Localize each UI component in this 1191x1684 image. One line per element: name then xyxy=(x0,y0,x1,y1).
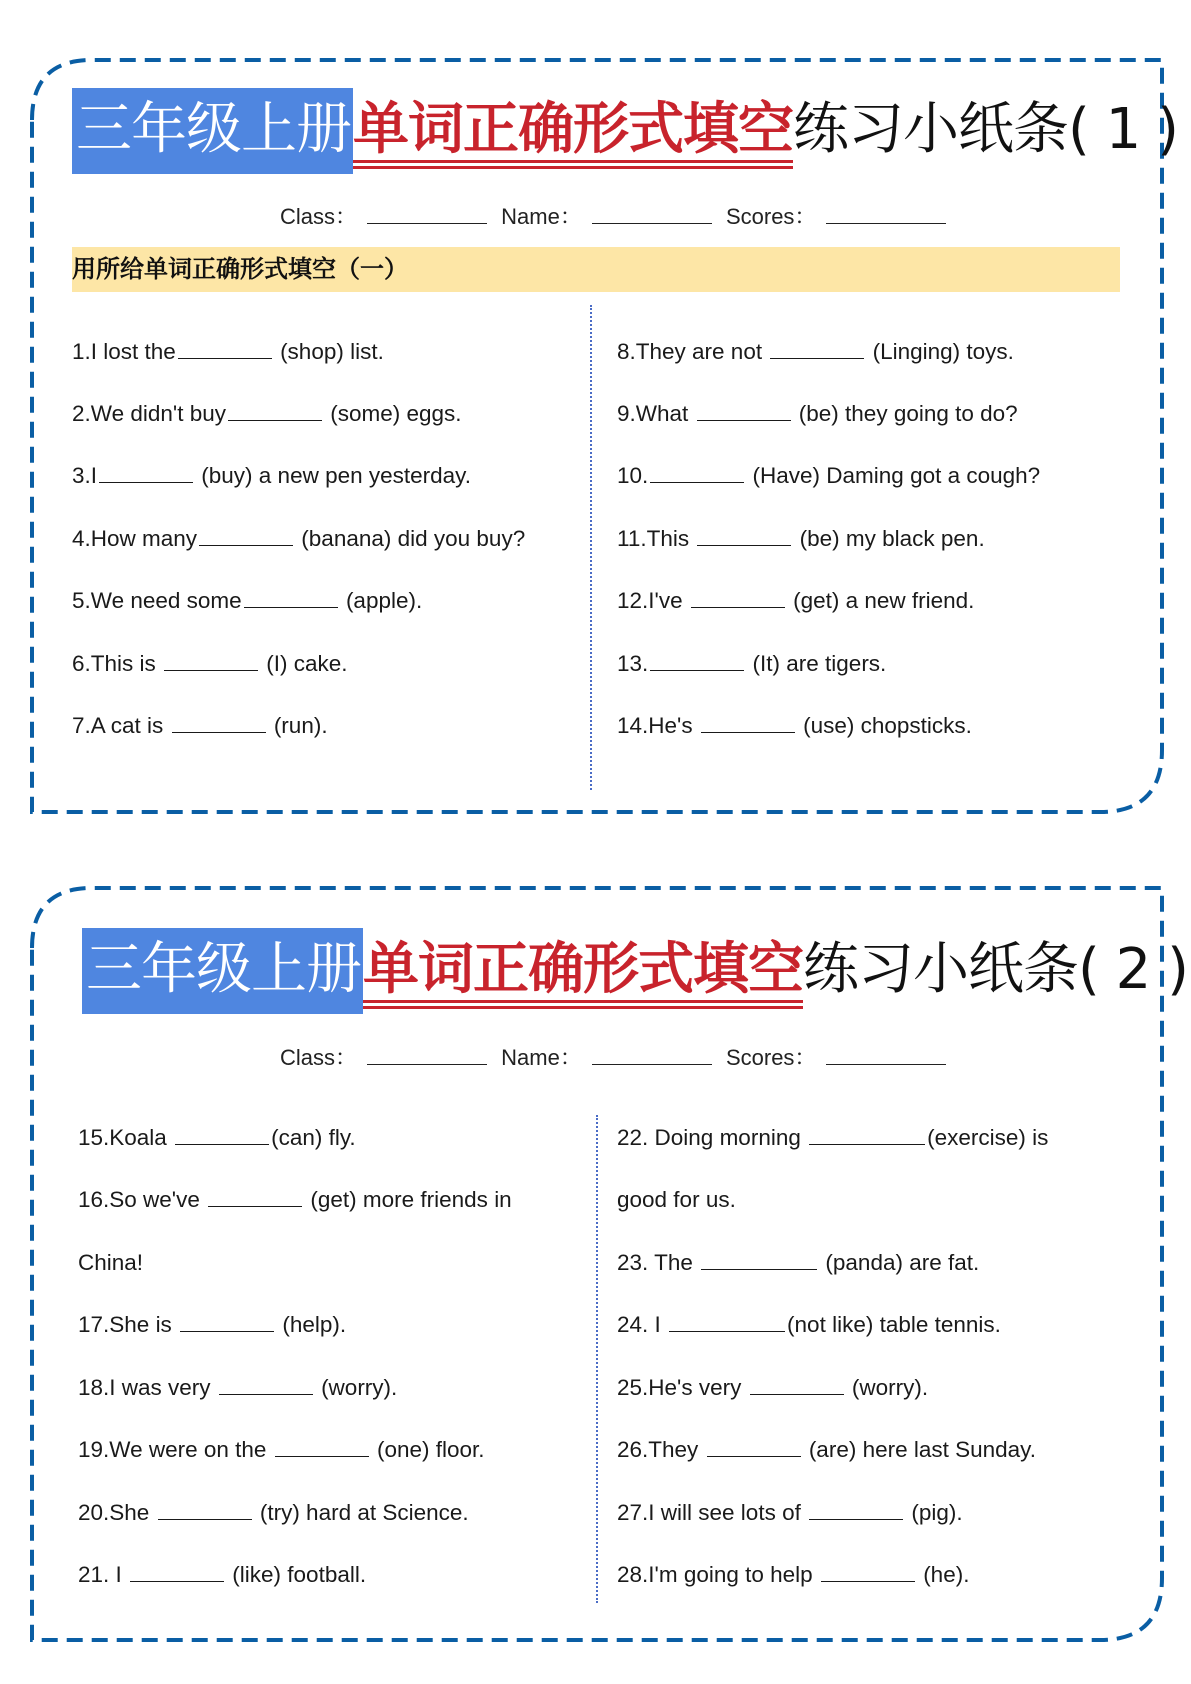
question-item: 8.They are not (Linging) toys. xyxy=(617,339,1014,364)
question-item: 15.Koala (can) fly. xyxy=(78,1125,356,1150)
question-item: 16.So we've (get) more friends in xyxy=(78,1187,512,1212)
name-label: Name： xyxy=(501,204,582,229)
section-heading: 用所给单词正确形式填空（一） xyxy=(72,247,1120,292)
question-item: 10. (Have) Daming got a cough? xyxy=(617,463,1041,488)
answer-blank[interactable] xyxy=(99,466,193,483)
worksheet-card-1 xyxy=(0,0,1191,830)
answer-blank[interactable] xyxy=(697,404,791,421)
answer-blank[interactable] xyxy=(208,1190,302,1207)
answer-blank[interactable] xyxy=(809,1503,903,1520)
column-divider xyxy=(590,305,592,790)
question-item: 17.She is (help). xyxy=(78,1312,347,1337)
answer-blank[interactable] xyxy=(809,1128,925,1145)
question-item: 4.How many (banana) did you buy? xyxy=(72,526,526,551)
answer-blank[interactable] xyxy=(750,1378,844,1395)
answer-blank[interactable] xyxy=(770,342,864,359)
question-item: 1.I lost the (shop) list. xyxy=(72,339,384,364)
question-item: 7.A cat is (run). xyxy=(72,713,328,738)
answer-blank[interactable] xyxy=(275,1440,369,1457)
question-item: 25.He's very (worry). xyxy=(617,1375,929,1400)
answer-blank[interactable] xyxy=(691,591,785,608)
class-blank[interactable] xyxy=(367,205,487,224)
worksheet-card-2 xyxy=(0,830,1191,1684)
answer-blank[interactable] xyxy=(707,1440,801,1457)
question-item: 24. I (not like) table tennis. xyxy=(617,1312,1001,1337)
question-item: 19.We were on the (one) floor. xyxy=(78,1437,485,1462)
student-info-line xyxy=(280,200,954,231)
question-item-continuation: good for us. xyxy=(617,1187,736,1212)
answer-blank[interactable] xyxy=(669,1315,785,1332)
question-item: 20.She (try) hard at Science. xyxy=(78,1500,469,1525)
answer-blank[interactable] xyxy=(158,1503,252,1520)
scores-blank[interactable] xyxy=(826,205,946,224)
question-item: 18.I was very (worry). xyxy=(78,1375,398,1400)
name-blank[interactable] xyxy=(592,205,712,224)
answer-blank[interactable] xyxy=(199,529,293,546)
answer-blank[interactable] xyxy=(697,529,791,546)
answer-blank[interactable] xyxy=(180,1315,274,1332)
worksheet-title xyxy=(72,88,1178,174)
answer-blank[interactable] xyxy=(650,466,744,483)
answer-blank[interactable] xyxy=(164,654,258,671)
question-item: 14.He's (use) chopsticks. xyxy=(617,713,972,738)
scores-blank[interactable] xyxy=(826,1046,946,1065)
question-item: 11.This (be) my black pen. xyxy=(617,526,985,551)
question-item: 6.This is (I) cake. xyxy=(72,651,348,676)
title-suffix-label: 练习小纸条( 2 ) xyxy=(803,937,1188,1002)
title-topic-label: 单词正确形式填空 xyxy=(353,97,793,162)
answer-blank[interactable] xyxy=(219,1378,313,1395)
student-info-line xyxy=(280,1041,954,1072)
answer-blank[interactable] xyxy=(130,1565,224,1582)
question-item: 26.They (are) here last Sunday. xyxy=(617,1437,1037,1462)
class-blank[interactable] xyxy=(367,1046,487,1065)
question-item: 13. (It) are tigers. xyxy=(617,651,887,676)
answer-blank[interactable] xyxy=(821,1565,915,1582)
question-item-continuation: China! xyxy=(78,1250,144,1275)
worksheet-title xyxy=(82,928,1188,1014)
column-divider xyxy=(596,1115,598,1603)
answer-blank[interactable] xyxy=(701,1253,817,1270)
answer-blank[interactable] xyxy=(650,654,744,671)
question-item: 22. Doing morning (exercise) is xyxy=(617,1125,1049,1150)
question-item: 5.We need some (apple). xyxy=(72,588,423,613)
scores-label: Scores： xyxy=(725,1045,817,1070)
answer-blank[interactable] xyxy=(172,716,266,733)
question-item: 2.We didn't buy (some) eggs. xyxy=(72,401,462,426)
answer-blank[interactable] xyxy=(228,404,322,421)
class-label: Class： xyxy=(280,204,358,229)
answer-blank[interactable] xyxy=(178,342,272,359)
title-topic-label: 单词正确形式填空 xyxy=(363,937,803,1002)
name-label: Name： xyxy=(501,1045,582,1070)
question-item: 12.I've (get) a new friend. xyxy=(617,588,975,613)
question-item: 28.I'm going to help (he). xyxy=(617,1562,970,1587)
title-suffix-label: 练习小纸条( 1 ) xyxy=(793,97,1178,162)
question-item: 3.I (buy) a new pen yesterday. xyxy=(72,463,472,488)
name-blank[interactable] xyxy=(592,1046,712,1065)
answer-blank[interactable] xyxy=(244,591,338,608)
answer-blank[interactable] xyxy=(175,1128,269,1145)
question-item: 23. The (panda) are fat. xyxy=(617,1250,980,1275)
title-grade-label: 三年级上册 xyxy=(72,88,353,174)
title-grade-label: 三年级上册 xyxy=(82,928,363,1014)
question-item: 9.What (be) they going to do? xyxy=(617,401,1018,426)
class-label: Class： xyxy=(280,1045,358,1070)
scores-label: Scores： xyxy=(725,204,817,229)
question-item: 27.I will see lots of (pig). xyxy=(617,1500,963,1525)
answer-blank[interactable] xyxy=(701,716,795,733)
question-item: 21. I (like) football. xyxy=(78,1562,367,1587)
